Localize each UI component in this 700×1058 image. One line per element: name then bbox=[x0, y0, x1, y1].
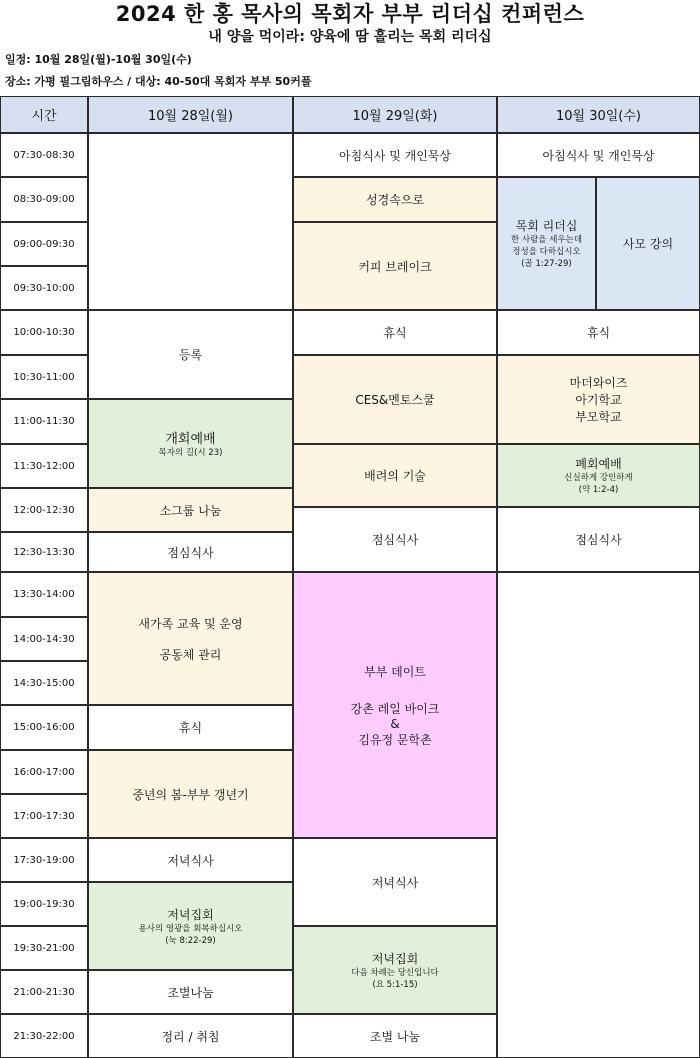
day2-care-skills bbox=[293, 444, 497, 507]
day3-wife-lecture bbox=[596, 177, 700, 310]
family-line2: 공동체 관리 bbox=[159, 647, 222, 662]
day3-closing-worship bbox=[497, 444, 700, 507]
time-slot: 11:00-11:30 bbox=[0, 399, 88, 444]
time-slot: 08:30-09:00 bbox=[0, 177, 88, 222]
time-slot: 10:30-11:00 bbox=[0, 355, 88, 399]
time-slot: 11:30-12:00 bbox=[0, 444, 88, 488]
evening-title: 저녁집회 bbox=[371, 951, 419, 966]
day3-lunch bbox=[497, 507, 700, 572]
day1-evening-service bbox=[88, 882, 293, 970]
day3-mother-school bbox=[497, 355, 700, 444]
date-line1: 강촌 레일 바이크 bbox=[350, 701, 440, 716]
day2-bible-session bbox=[293, 177, 497, 222]
rest-label: 휴식 bbox=[586, 326, 611, 340]
small-group-label: 소그룹 나눔 bbox=[159, 503, 222, 518]
schedule-table bbox=[0, 96, 700, 1058]
time-slot: 17:00-17:30 bbox=[0, 794, 88, 838]
leadership-line2: 정성을 다하십시오 bbox=[512, 247, 581, 257]
day2-evening-service bbox=[293, 926, 497, 1014]
ces-label: CES&멘토스쿨 bbox=[355, 393, 435, 407]
rest-label: 휴식 bbox=[178, 721, 203, 735]
day2-lunch bbox=[293, 507, 497, 572]
lunch-label: 점심식사 bbox=[575, 533, 622, 547]
time-slot: 19:00-19:30 bbox=[0, 882, 88, 926]
leadership-title: 목회 리더십 bbox=[515, 219, 578, 233]
coffee-label: 커피 브레이크 bbox=[358, 259, 432, 274]
day1-lunch bbox=[88, 532, 293, 572]
day1-small-group bbox=[88, 488, 293, 532]
breakfast-label: 아침식사 및 개인묵상 bbox=[339, 148, 451, 163]
cleanup-label: 정리 / 취침 bbox=[161, 1029, 220, 1044]
day2-coffee-break bbox=[293, 222, 497, 310]
lunch-label: 점심식사 bbox=[167, 545, 214, 560]
time-slot: 10:00-10:30 bbox=[0, 310, 88, 355]
day3-leadership-lecture bbox=[497, 177, 596, 310]
time-slot: 19:30-21:00 bbox=[0, 926, 88, 970]
evening-title: 저녁집회 bbox=[167, 907, 214, 922]
registration-label: 등록 bbox=[178, 348, 203, 362]
day1-rest bbox=[88, 705, 293, 750]
date-line3: 김유정 문학촌 bbox=[358, 732, 432, 747]
group-share-label: 조별나눔 bbox=[167, 985, 214, 1000]
time-slot: 12:30-13:30 bbox=[0, 532, 88, 572]
day2-ces-mentor-school bbox=[293, 355, 497, 444]
breakfast-label: 아침식사 및 개인묵상 bbox=[542, 148, 655, 163]
time-slot: 21:00-21:30 bbox=[0, 970, 88, 1014]
mother-line1: 마더와이즈 bbox=[569, 376, 628, 390]
header-day2: 10월 29일(화) bbox=[293, 96, 497, 133]
time-slot: 14:00-14:30 bbox=[0, 617, 88, 661]
care-label: 배려의 기술 bbox=[364, 469, 426, 483]
midlife-label: 중년의 봄-부부 갱년기 bbox=[132, 787, 249, 802]
evening-verse: (눅 8:22-29) bbox=[165, 935, 216, 946]
day3-breakfast bbox=[497, 133, 700, 177]
day3-rest bbox=[497, 310, 700, 355]
day2-group-share bbox=[293, 1014, 497, 1058]
day1-group-share bbox=[88, 970, 293, 1014]
day3-empty-afternoon bbox=[497, 572, 700, 1058]
day1-registration bbox=[88, 310, 293, 399]
evening-subtitle: 용사의 영광을 회복하십시오 bbox=[138, 923, 243, 934]
evening-subtitle: 다음 차례는 당신입니다 bbox=[351, 967, 439, 978]
day1-empty-morning bbox=[88, 133, 293, 310]
wife-lecture-label: 사모 강의 bbox=[622, 237, 674, 251]
family-line1: 새가족 교육 및 운영 bbox=[138, 616, 243, 631]
day1-family-education bbox=[88, 572, 293, 705]
day1-dinner bbox=[88, 838, 293, 882]
opening-subtitle: 목자의 길(시 23) bbox=[158, 448, 223, 458]
page-subtitle: 내 양을 먹이라: 양육에 땀 흘리는 목회 리더십 bbox=[208, 29, 492, 45]
leadership-verse: (골 1:27-29) bbox=[521, 259, 572, 269]
page-title: 2024 한 홍 목사의 목회자 부부 리더십 컨퍼런스 bbox=[115, 2, 585, 26]
day1-opening-worship bbox=[88, 399, 293, 488]
mother-line2: 아기학교 bbox=[575, 393, 622, 407]
bible-label: 성경속으로 bbox=[366, 193, 424, 207]
dinner-label: 저녁식사 bbox=[371, 875, 419, 890]
closing-verse: (약 1:2-4) bbox=[578, 485, 619, 495]
time-slot: 15:00-16:00 bbox=[0, 705, 88, 750]
dinner-label: 저녁식사 bbox=[167, 853, 214, 868]
schedule-dates: 일정: 10월 28일(월)-10월 30일(수) bbox=[5, 53, 192, 66]
time-slot: 12:00-12:30 bbox=[0, 488, 88, 532]
time-slot: 17:30-19:00 bbox=[0, 838, 88, 882]
day2-dinner bbox=[293, 838, 497, 926]
time-slot: 16:00-17:00 bbox=[0, 750, 88, 794]
day2-rest bbox=[293, 310, 497, 355]
header-day3: 10월 30일(수) bbox=[497, 96, 700, 133]
time-slot: 09:30-10:00 bbox=[0, 266, 88, 310]
closing-subtitle: 신실하게 강인하게 bbox=[564, 473, 633, 483]
time-slot: 09:00-09:30 bbox=[0, 222, 88, 266]
mother-line3: 부모학교 bbox=[575, 410, 622, 424]
closing-title: 폐회예배 bbox=[575, 457, 622, 471]
opening-title: 개회예배 bbox=[165, 432, 216, 447]
header-time: 시간 bbox=[0, 96, 88, 133]
venue-info: 장소: 가평 필그림하우스 / 대상: 40-50대 목회자 부부 50커플 bbox=[5, 75, 312, 88]
date-title: 부부 데이트 bbox=[364, 664, 426, 679]
evening-verse: (요 5:1-15) bbox=[372, 979, 418, 990]
time-slot: 14:30-15:00 bbox=[0, 661, 88, 705]
rest-label: 휴식 bbox=[383, 326, 407, 340]
leadership-line1: 한 사람을 세우는데 bbox=[510, 235, 583, 245]
header-day1: 10월 28일(월) bbox=[88, 96, 293, 133]
date-line2: & bbox=[390, 716, 400, 731]
day2-breakfast bbox=[293, 133, 497, 177]
day2-couple-date bbox=[293, 572, 497, 838]
lunch-label: 점심식사 bbox=[371, 533, 419, 547]
time-slot: 13:30-14:00 bbox=[0, 572, 88, 617]
group-share-label: 조별 나눔 bbox=[369, 1029, 421, 1044]
time-slot: 21:30-22:00 bbox=[0, 1014, 88, 1058]
day1-midlife-session bbox=[88, 750, 293, 838]
time-slot: 07:30-08:30 bbox=[0, 133, 88, 177]
day1-cleanup bbox=[88, 1014, 293, 1058]
